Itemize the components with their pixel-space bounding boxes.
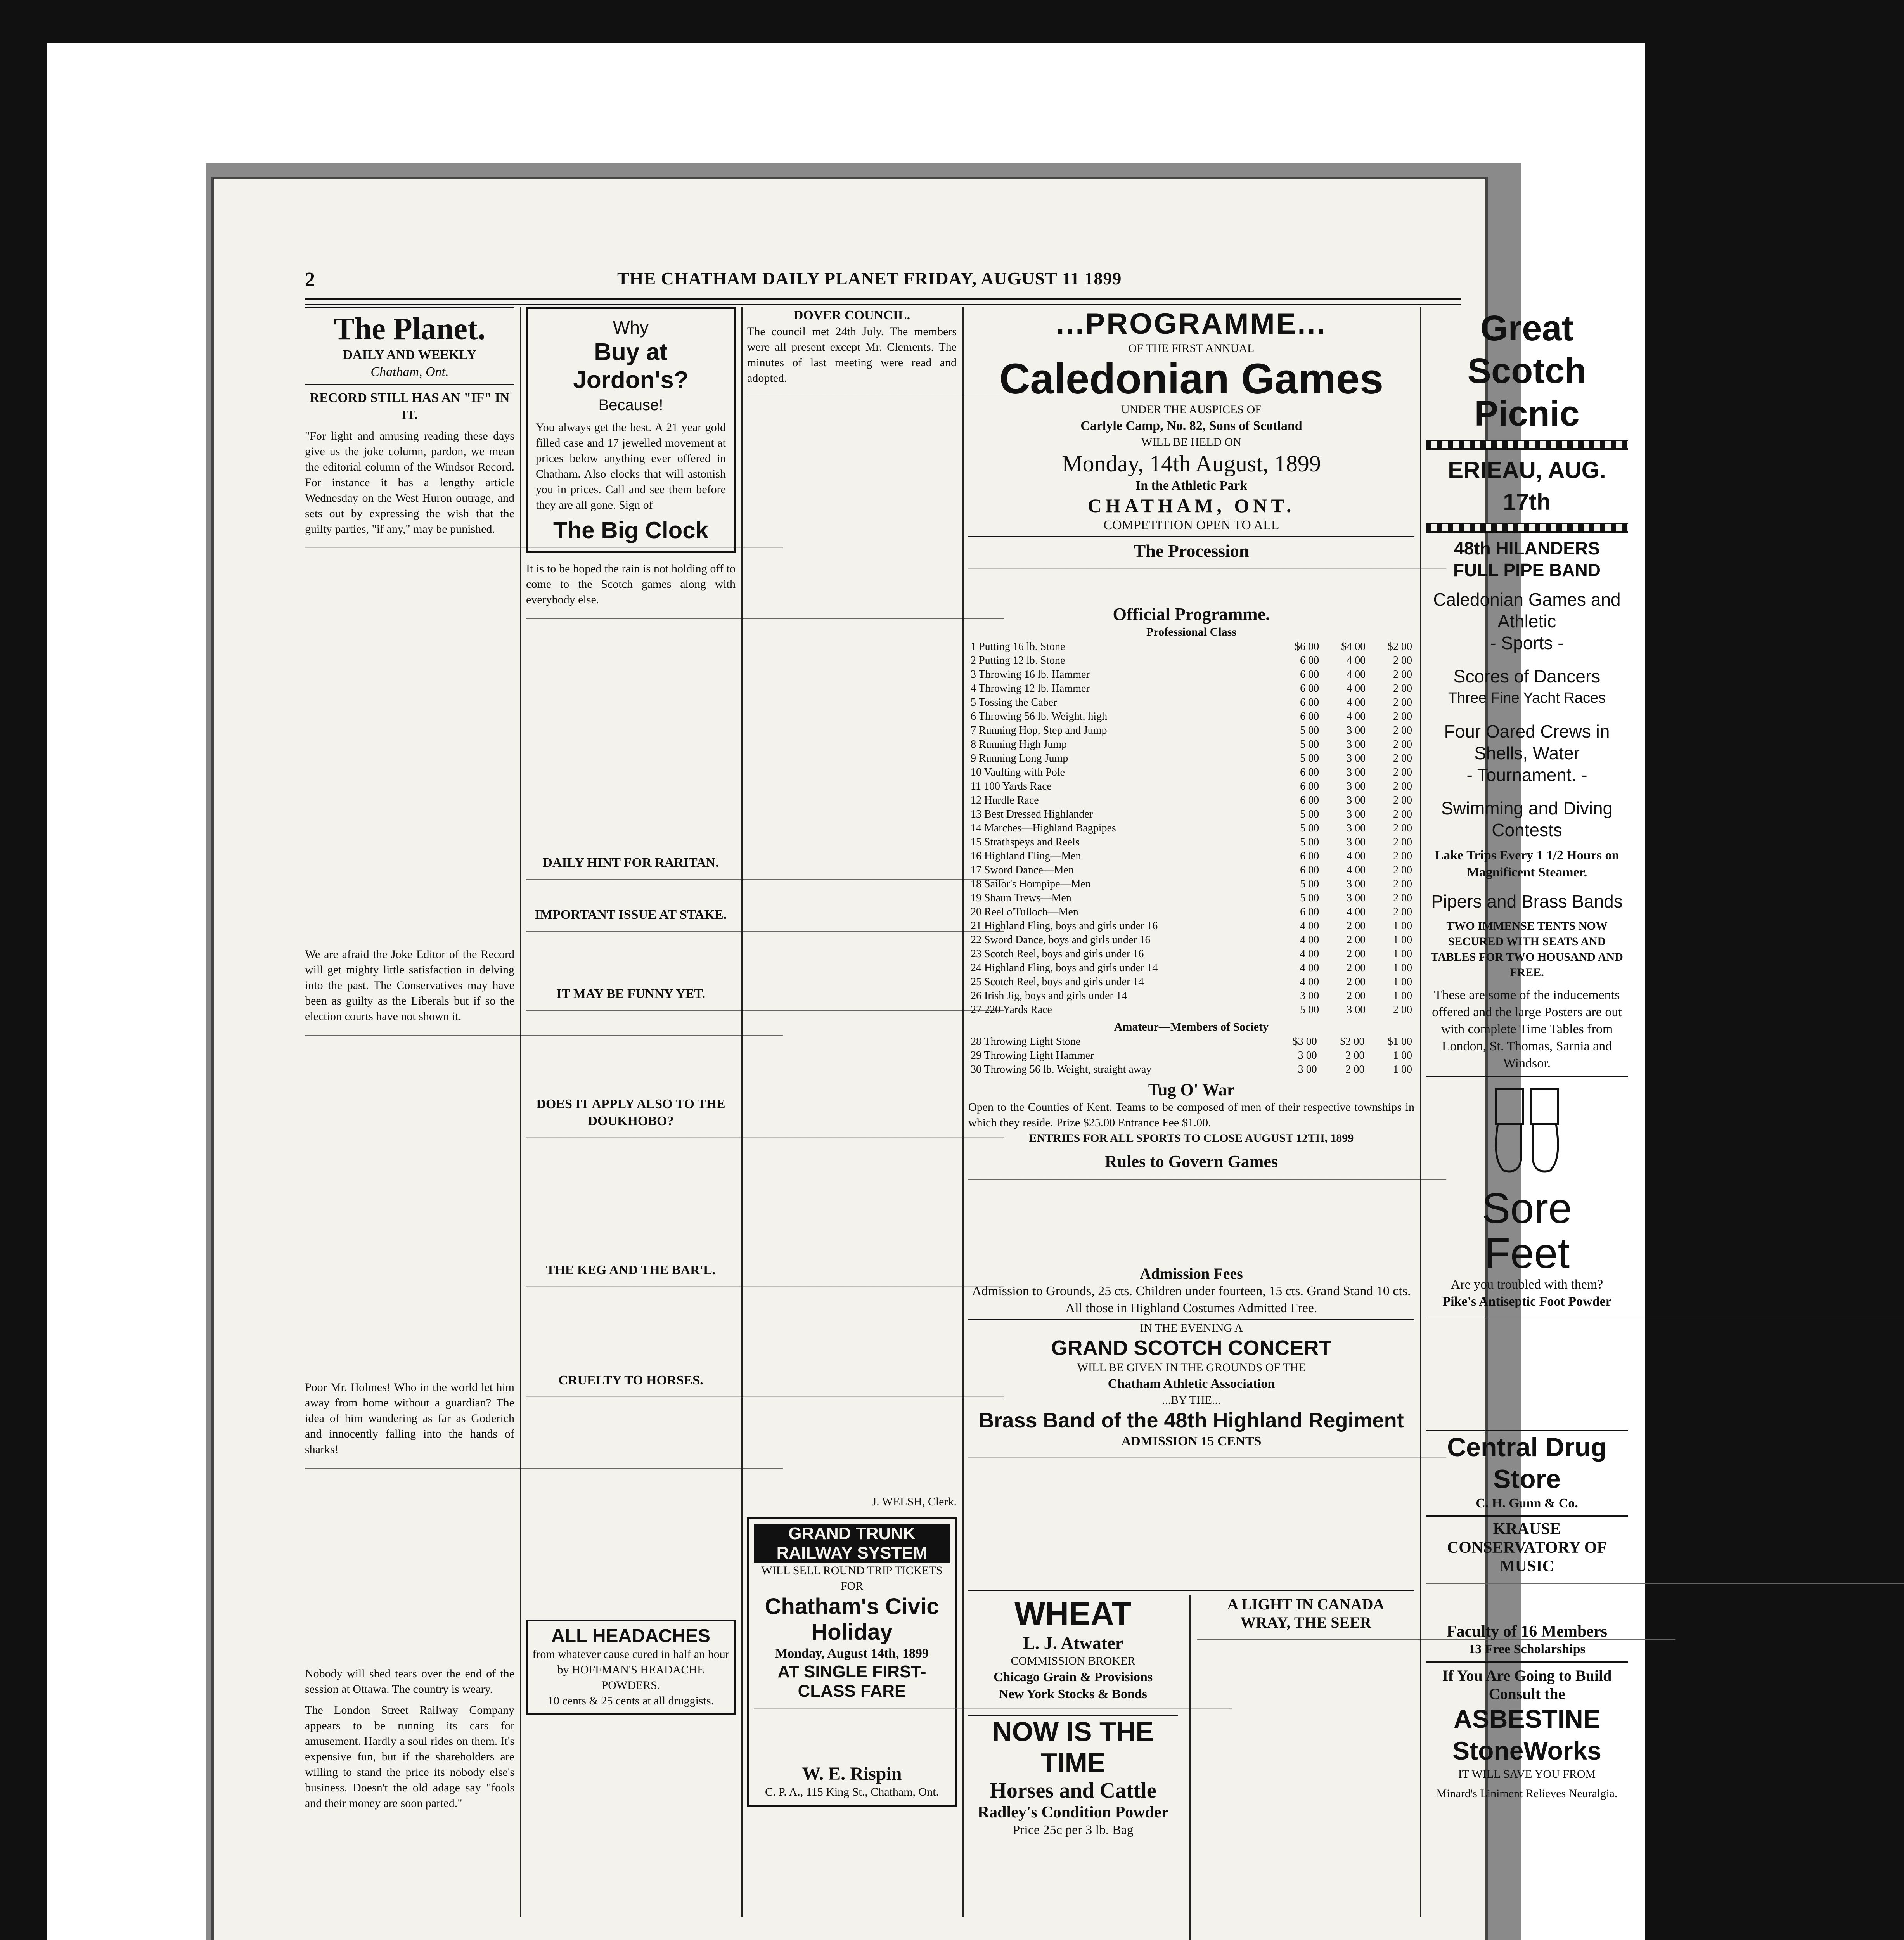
jordon-ad-title: Buy at Jordon's? [573,339,689,393]
prize-third: 1 00 [1393,1064,1412,1076]
prize-first: 4 00 [1300,920,1319,932]
prize-first: 5 00 [1300,822,1319,834]
headache-ad-title: ALL HEADACHES [551,1626,710,1646]
event-row [968,752,1414,766]
grand-trunk-title: GRAND TRUNK RAILWAY SYSTEM [754,1524,950,1563]
prize-second: 3 00 [1347,794,1366,806]
column-rule [520,307,521,1917]
prize-third: 2 00 [1393,710,1412,722]
column-rule [1189,1595,1191,1940]
programme-title: ...PROGRAMME... [1056,307,1327,340]
entries-close: ENTRIES FOR ALL SPORTS TO CLOSE AUGUST 12TH, 1899 [1029,1132,1354,1145]
procession-body [968,561,1414,604]
prize-first: 6 00 [1300,655,1319,667]
editorial-lead: "For light and amusing reading these days give us the joke column, pardon, we mean the editorial column of the Windsor Record. For instance it has a lengthy article Wednesday on the West Huron outrage, and sets out by expressing the wish that the guilty parties, "if any," may be punished. [305,430,514,535]
picnic-tents: TWO IMMENSE TENTS NOW SECURED WITH SEATS AND TABLES FOR TWO HOUSAND AND FREE. [1431,920,1623,979]
asbestine-save: IT WILL SAVE YOU FROM [1458,1768,1596,1781]
prize-second: 3 00 [1347,738,1366,750]
pike-body [1426,1310,1628,1427]
minard-notice: Minard's Liniment Relieves Neuralgia. [1436,1787,1618,1800]
editorial-body [305,540,514,944]
picnic-pipers: Pipers and Brass Bands [1431,891,1623,911]
news-body [526,1279,736,1372]
event-row [968,905,1414,919]
events-table [968,640,1414,1017]
planet-subtitle: DAILY AND WEEKLY [343,348,476,362]
tug-of-war-head: Tug O' War [1148,1080,1235,1099]
prize-third: 2 00 [1393,794,1412,806]
asbestine-name: ASBESTINE [1454,1704,1600,1733]
band-name: Brass Band of the 48th Highland Regiment [979,1409,1404,1432]
event-row [968,891,1414,905]
wheat-title: WHEAT [1014,1595,1132,1632]
picnic-erieau: ERIEAU, AUG. 17th [1448,457,1606,515]
news-headline: IMPORTANT ISSUE AT STAKE. [535,908,727,922]
prize-third: 1 00 [1393,976,1412,988]
prize-second: 2 00 [1347,934,1366,946]
prize-first: 6 00 [1300,780,1319,792]
news-body [526,1003,736,1096]
prize-second: 3 00 [1347,752,1366,764]
krause-body [1426,1576,1628,1622]
event-row [968,919,1414,933]
concert-title: GRAND SCOTCH CONCERT [1051,1336,1332,1360]
prize-second: 2 00 [1347,920,1366,932]
seer-subhead: WRAY, THE SEER [1240,1614,1371,1631]
event-name: 4 Throwing 12 lb. Hammer [971,682,1090,695]
amateur-class-head: Amateur—Members of Society [1114,1020,1269,1033]
decorative-rule [1426,523,1628,533]
column-ads [1426,307,1628,1937]
news-headline: DOES IT APPLY ALSO TO THE DOUKHOBO? [536,1097,725,1128]
prize-first: 6 00 [1300,864,1319,876]
council-para: The council met 24th July. The members were all present except Mr. Clements. The minutes of last meeting were read and adopted. [747,325,957,385]
event-name: 22 Sword Dance, boys and girls under 16 [971,934,1151,946]
prize-third: 1 00 [1393,962,1412,974]
admission-text: Admission to Grounds, 25 cts. Children under fourteen, 15 cts. Grand Stand 10 cts. All those in Highland Costumes Admitted Free. [968,1283,1414,1320]
event-row [968,738,1414,752]
event-name: 13 Best Dressed Highlander [971,808,1093,820]
picnic-yacht: Three Fine Yacht Races [1448,690,1606,706]
grand-trunk-event: Chatham's Civic Holiday [765,1594,939,1645]
prize-second: 4 00 [1347,906,1366,918]
games-city: CHATHAM, ONT. [1087,495,1295,516]
news-body [526,871,736,906]
prize-first: 6 00 [1300,766,1319,778]
picnic-inducements: These are some of the inducements offered and the large Posters are out with complete Time Tables from London, St. Thomas, Sarnia and Windsor. [1426,987,1628,1077]
event-row [968,989,1414,1003]
seer-article [1197,1595,1414,1940]
jordon-ad [526,307,736,553]
sore-word: Sore [1482,1185,1572,1232]
picnic-tournament: - Tournament. - [1466,765,1587,785]
prize-second: 3 00 [1347,724,1366,736]
masthead [214,268,1485,291]
news-body [526,1130,736,1262]
feet-word: Feet [1484,1230,1570,1277]
prize-third: 1 00 [1393,934,1412,946]
seer-headline: A LIGHT IN CANADA [1227,1595,1385,1613]
event-name: 6 Throwing 56 lb. Weight, high [971,710,1108,722]
prize-second: 3 00 [1347,892,1366,904]
prize-third: 2 00 [1393,752,1412,764]
grand-trunk-fare: AT SINGLE FIRST-CLASS FARE [777,1662,926,1701]
jordon-ad-body: You always get the best. A 21 year gold filled case and 17 jewelled movement at prices below anything ever offered in Chatham. Also clocks that will astonish you in prices. Call and see them before they are all gone. Sign of [536,421,726,511]
prize-third: $2 00 [1388,641,1412,653]
prize-first: 6 00 [1300,682,1319,695]
prize-first: 3 00 [1298,1050,1317,1062]
prize-second: 4 00 [1347,710,1366,722]
krause-scholarships: 13 Free Scholarships [1426,1641,1628,1663]
event-name: 11 100 Yards Race [971,780,1052,792]
event-row [968,793,1414,807]
official-programme-head: Official Programme. [1113,604,1270,624]
prize-second: 2 00 [1347,976,1366,988]
column-council [747,307,957,1937]
picnic-scotch: Scotch [1467,351,1587,391]
games-camp: Carlyle Camp, No. 82, Sons of Scotland [1080,419,1302,433]
event-name: 8 Running High Jump [971,738,1067,750]
headache-ad [526,1620,736,1715]
headache-ad-body: from whatever cause cured in half an hour by HOFFMAN'S HEADACHE POWDERS. [532,1648,729,1692]
event-name: 25 Scotch Reel, boys and girls under 14 [971,976,1144,988]
news-para: It is to be hoped the rain is not holding off to come to the Scotch games along with everybody else. [526,562,736,606]
prize-first: 6 00 [1300,669,1319,681]
picnic-word: Picnic [1474,394,1580,433]
prize-third: 1 00 [1393,990,1412,1002]
picnic-lake-trips: Lake Trips Every 1 1/2 Hours on Magnificent Steamer. [1435,848,1619,880]
event-name: 17 Sword Dance—Men [971,864,1074,876]
news-headline: CRUELTY TO HORSES. [558,1373,703,1387]
event-name: 26 Irish Jig, boys and girls under 14 [971,990,1127,1002]
prize-first: 5 00 [1300,836,1319,848]
event-name: 7 Running Hop, Step and Jump [971,724,1107,736]
prize-third: 2 00 [1393,878,1412,890]
event-row [968,849,1414,863]
central-drug-store: Central Drug Store [1426,1430,1628,1495]
horses-cattle: Horses and Cattle [990,1779,1156,1803]
prize-first: 4 00 [1300,934,1319,946]
prize-second: 3 00 [1347,766,1366,778]
editorial-para: Nobody will shed tears over the end of the session at Ottawa. The country is weary. [305,1667,514,1696]
column-editorial [305,307,514,1937]
prize-first: 4 00 [1300,962,1319,974]
prize-third: 2 00 [1393,780,1412,792]
planet-nameplate: The Planet. [305,307,514,346]
prize-first: 4 00 [1300,948,1319,960]
jordon-ad-why: Why [613,317,649,338]
event-row [968,1003,1414,1017]
prize-first: 6 00 [1300,906,1319,918]
prize-third: 2 00 [1393,766,1412,778]
event-name: 2 Putting 12 lb. Stone [971,655,1065,667]
prize-first: 5 00 [1300,1004,1319,1016]
feet-question: Are you troubled with them? [1451,1277,1603,1292]
grand-trunk-date: Monday, August 14th, 1899 [775,1646,929,1661]
admission-head: Admission Fees [1140,1265,1243,1282]
prize-second: 2 00 [1347,990,1366,1002]
event-name: 28 Throwing Light Stone [971,1036,1081,1048]
prize-second: 3 00 [1347,808,1366,820]
officers-list [968,1450,1414,1591]
prize-third: 2 00 [1393,864,1412,876]
prize-first: 5 00 [1300,892,1319,904]
editorial-body [305,1460,514,1662]
prize-first: 6 00 [1300,850,1319,862]
professional-class-head: Professional Class [1146,625,1236,638]
column-news [526,307,736,1937]
feet-icon [1476,1081,1577,1182]
event-name: 5 Tossing the Caber [971,696,1057,708]
prize-third: 2 00 [1393,669,1412,681]
council-headline: DOVER COUNCIL. [793,308,910,322]
page-number: 2 [305,268,315,291]
prize-second: 4 00 [1347,696,1366,708]
event-row [968,1063,1414,1077]
now-is-the-time: NOW IS THE TIME [968,1715,1178,1778]
news-body [526,1389,736,1614]
event-name: 19 Shaun Trews—Men [971,892,1071,904]
prize-third: 1 00 [1393,948,1412,960]
prize-second: 2 00 [1345,1064,1365,1076]
event-row [968,668,1414,682]
prize-third: 2 00 [1393,655,1412,667]
prize-third: 2 00 [1393,808,1412,820]
picnic-crews: Four Oared Crews in Shells, Water [1444,721,1610,763]
event-row [968,1049,1414,1063]
event-row [968,933,1414,947]
wheat-broker-name: L. J. Atwater [1023,1633,1123,1653]
decorative-rule [1426,440,1628,450]
council-body [747,389,957,1491]
games-date: Monday, 14th August, 1899 [1062,451,1321,476]
event-row [968,654,1414,668]
games-park: In the Athletic Park [1135,478,1248,493]
prize-third: 2 00 [1393,906,1412,918]
concert-evening: IN THE EVENING A [1140,1322,1243,1334]
newspaper-page [211,177,1623,1940]
prize-second: 3 00 [1347,822,1366,834]
prize-second: 3 00 [1347,780,1366,792]
event-name: 21 Highland Fling, boys and girls under 16 [971,920,1158,932]
gunn-and-co: C. H. Gunn & Co. [1426,1495,1628,1517]
event-name: 12 Hurdle Race [971,794,1039,806]
picnic-caledonian: Caledonian Games and Athletic [1433,589,1621,631]
prize-second: 3 00 [1347,1004,1366,1016]
prize-third: 1 00 [1393,920,1412,932]
asbestine-intro: If You Are Going to Build Consult the [1442,1667,1612,1703]
event-row [968,877,1414,891]
council-signature: J. WELSH, Clerk. [872,1495,957,1508]
event-name: 23 Scotch Reel, boys and girls under 16 [971,948,1144,960]
prize-second: 4 00 [1347,864,1366,876]
prize-third: 2 00 [1393,836,1412,848]
prize-third: 1 00 [1393,1050,1412,1062]
prize-third: 2 00 [1393,892,1412,904]
rules-body [968,1171,1414,1261]
editorial-body [305,1027,514,1377]
news-body [526,611,736,851]
event-row [968,835,1414,849]
event-name: 9 Running Long Jump [971,752,1068,764]
prize-third: $1 00 [1388,1036,1412,1048]
prize-first: 6 00 [1300,794,1319,806]
prize-first: 6 00 [1300,696,1319,708]
prize-third: 2 00 [1393,724,1412,736]
prize-first: $3 00 [1292,1036,1317,1048]
event-name: 24 Highland Fling, boys and girls under 14 [971,962,1158,974]
news-headline: IT MAY BE FUNNY YET. [556,987,705,1001]
prize-first: 5 00 [1300,808,1319,820]
tug-of-war-text: Open to the Counties of Kent. Teams to be composed of men of their respective townships in which they reside. Prize $25.00 Entrance Fee $1.00. [968,1101,1414,1129]
games-held-on: WILL BE HELD ON [1141,436,1241,449]
prize-first: 5 00 [1300,738,1319,750]
news-headline: DAILY HINT FOR RARITAN. [543,856,719,870]
radley-powder: Radley's Condition Powder [977,1803,1169,1821]
news-body [526,923,736,986]
column-programme [968,307,1414,1937]
event-row [968,807,1414,821]
event-name: 15 Strathspeys and Reels [971,836,1080,848]
prize-third: 2 00 [1393,682,1412,695]
games-auspices: UNDER THE AUSPICES OF [1121,403,1262,416]
prize-second: 2 00 [1345,1050,1365,1062]
event-row [968,710,1414,724]
picnic-pipe-band: FULL PIPE BAND [1453,560,1601,580]
jordon-ad-sign: The Big Clock [553,517,709,543]
krause-faculty: Faculty of 16 Members [1446,1623,1608,1640]
event-row [968,1035,1414,1049]
event-name: 3 Throwing 16 lb. Hammer [971,669,1090,681]
procession-head: The Procession [1134,541,1249,561]
prize-second: 4 00 [1347,669,1366,681]
prize-first: 4 00 [1300,976,1319,988]
event-row [968,682,1414,696]
rules-head: Rules to Govern Games [1104,1152,1278,1171]
concert-sub: WILL BE GIVEN IN THE GROUNDS OF THE [1077,1361,1306,1374]
seer-body [1197,1632,1414,1940]
column-rule [741,307,743,1917]
event-name: 29 Throwing Light Hammer [971,1050,1094,1062]
event-row [968,863,1414,877]
event-name: 1 Putting 16 lb. Stone [971,641,1065,653]
news-headline: THE KEG AND THE BAR'L. [546,1263,716,1277]
planet-location: Chatham, Ont. [305,364,514,385]
jordon-ad-because: Because! [598,397,663,414]
event-name: 20 Reel o'Tulloch—Men [971,906,1078,918]
picnic-sports: - Sports - [1490,633,1564,653]
editorial-headline: RECORD STILL HAS AN "IF" IN IT. [310,391,510,422]
page-title: THE CHATHAM DAILY PLANET FRIDAY, AUGUST 11 1899 [617,268,1122,288]
masthead-rule [305,298,1461,305]
concert-admission: ADMISSION 15 CENTS [1121,1434,1262,1448]
event-row [968,961,1414,975]
prize-first: 5 00 [1300,752,1319,764]
picnic-great: Great [1480,308,1574,348]
wheat-chicago: Chicago Grain & Provisions [993,1670,1153,1684]
event-name: 10 Vaulting with Pole [971,766,1065,778]
event-row [968,724,1414,738]
prize-third: 2 00 [1393,1004,1412,1016]
event-row [968,766,1414,779]
event-name: 27 220 Yards Race [971,1004,1052,1016]
picnic-hilanders: 48th HILANDERS [1454,538,1600,558]
wheat-ad [968,1595,1178,1839]
event-row [968,975,1414,989]
editorial-para: We are afraid the Joke Editor of the Record will get mighty little satisfaction in delving into the past. The Conservatives may have been as guilty as the Liberals but if so the election courts have not shown it. [305,948,514,1023]
picnic-dancers: Scores of Dancers [1453,666,1601,686]
prize-third: 2 00 [1393,822,1412,834]
prize-second: $2 00 [1340,1036,1365,1048]
prize-first: 3 00 [1298,1064,1317,1076]
prize-first: 3 00 [1300,990,1319,1002]
radley-price: Price 25c per 3 lb. Bag [1013,1823,1134,1837]
prize-second: 4 00 [1347,655,1366,667]
prize-second: 2 00 [1347,962,1366,974]
asbestine-works: StoneWorks [1452,1736,1601,1765]
prize-first: $6 00 [1295,641,1319,653]
event-row [968,947,1414,961]
prize-second: 3 00 [1347,878,1366,890]
games-title: Caledonian Games [999,355,1384,403]
prize-third: 2 00 [1393,738,1412,750]
pike-powder: Pike's Antiseptic Foot Powder [1442,1294,1611,1309]
prize-first: 6 00 [1300,710,1319,722]
prize-second: 4 00 [1347,850,1366,862]
editorial-para: Poor Mr. Holmes! Who in the world let him away from home without a guardian? The idea of him wandering as far as Goderich and innocently falling into the hands of sharks! [305,1381,514,1456]
bottom-ads [968,1595,1414,1940]
grand-trunk-address: C. P. A., 115 King St., Chatham, Ont. [765,1786,939,1798]
amateur-events-table [968,1035,1414,1077]
event-row [968,821,1414,835]
event-name: 16 Highland Fling—Men [971,850,1081,862]
column-rule [962,307,964,1917]
event-row [968,640,1414,654]
editorial-para: The London Street Railway Company appears to be running its cars for amusement. Hardly a soul rides on them. It's expensive fun, but if the shareholders are willing to stand the price its nobody else's business. Doesn't the old adage say "fools and their money are soon parted." [305,1704,514,1810]
grand-trunk-sub: WILL SELL ROUND TRIP TICKETS FOR [761,1564,943,1592]
prize-third: 2 00 [1393,850,1412,862]
picnic-swimming: Swimming and Diving Contests [1441,798,1613,840]
prize-second: $4 00 [1341,641,1366,653]
prize-first: 5 00 [1300,878,1319,890]
wheat-newyork: New York Stocks & Bonds [999,1687,1148,1701]
concert-by-the: ...BY THE... [1162,1394,1221,1406]
event-name: 30 Throwing 56 lb. Weight, straight away [971,1064,1152,1076]
grand-trunk-agent: W. E. Rispin [802,1763,902,1784]
krause-conservatory: KRAUSE CONSERVATORY OF MUSIC [1447,1520,1607,1575]
feet-illustration [1476,1081,1577,1182]
prize-second: 2 00 [1347,948,1366,960]
programme-of-first: OF THE FIRST ANNUAL [1128,342,1255,355]
event-name: 14 Marches—Highland Bagpipes [971,822,1116,834]
event-name: 18 Sailor's Hornpipe—Men [971,878,1091,890]
prize-first: 5 00 [1300,724,1319,736]
headache-ad-price: 10 cents & 25 cents at all druggists. [547,1694,714,1707]
concert-association: Chatham Athletic Association [1108,1377,1275,1391]
grand-trunk-body [754,1701,950,1763]
event-row [968,696,1414,710]
wheat-broker-role: COMMISSION BROKER [1011,1654,1135,1667]
prize-third: 2 00 [1393,696,1412,708]
column-rule [1420,307,1421,1917]
prize-second: 3 00 [1347,836,1366,848]
grand-trunk-ad [747,1517,957,1807]
games-open: COMPETITION OPEN TO ALL [968,517,1414,537]
event-row [968,779,1414,793]
prize-second: 4 00 [1347,682,1366,695]
